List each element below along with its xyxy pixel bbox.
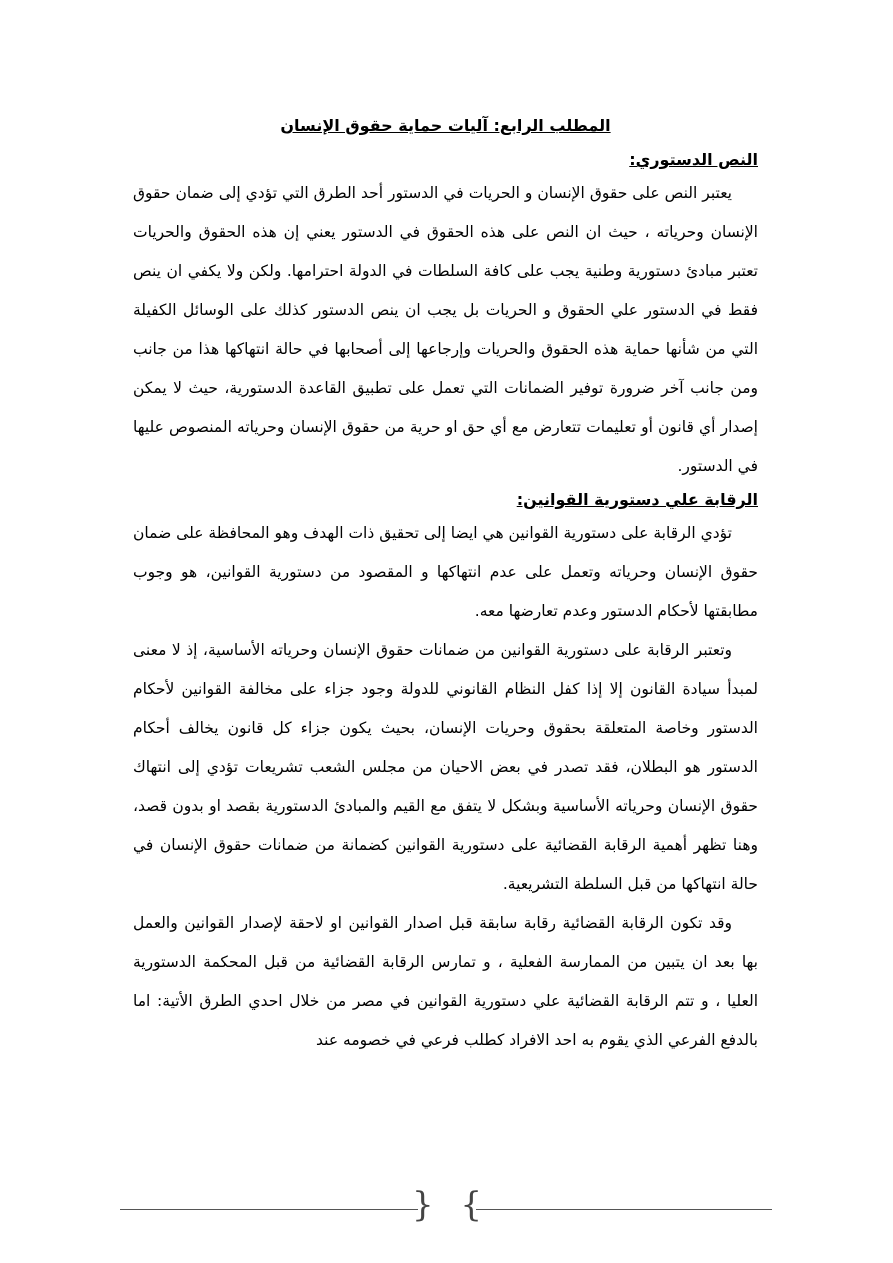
footer-left-brace-icon: { [412,1185,434,1225]
page-content [133,112,758,1060]
page-footer [120,1180,772,1230]
section-heading-constitutional-text: النص الدستوري: [629,150,758,169]
paragraph: تؤدي الرقابة على دستورية القوانين هي ايضا إلى تحقيق ذات الهدف وهو المحافظة على ضمان حقوق الإنسان وحرياته وتعمل على عدم انتهاكها و المقصود من دستورية القوانين، هو وجوب مطابقتها لأحكام الدستور وعدم تعارضها معه. [133,524,758,620]
paragraph: يعتبر النص على حقوق الإنسان و الحريات في الدستور أحد الطرق التي تؤدي إلى ضمان حقوق الإنسان وحرياته ، حيث ان النص على هذه الحقوق في الدستور يعني إن هذه الحقوق والحريات تعتبر مبادئ دستورية وطنية يجب على كافة السلطات في الدولة احترامها. ولكن ولا يكفي ان ينص فقط في الدستور علي الحقوق و الحريات بل يجب ان ينص الدستور كذلك على الوسائل الكفيلة التي من شأنها حماية هذه الحقوق والحريات وإرجاعها إلى أصحابها في حالة انتهاكها هذا من جانب ومن جانب آخر ضرورة توفير الضمانات التي تعمل على تطبيق القاعدة الدستورية، حيث لا يمكن إصدار أي قانون أو تعليمات تتعارض مع أي حق او حرية من حقوق الإنسان وحرياته المنصوص عليها في الدستور. [133,184,758,475]
section-heading-judicial-review: الرقابة علي دستورية القوانين: [516,490,758,509]
footer-divider-right [476,1209,772,1210]
footer-divider-left [120,1209,418,1210]
footer-right-brace-icon: } [460,1185,482,1225]
paragraph: وتعتبر الرقابة على دستورية القوانين من ضمانات حقوق الإنسان وحرياته الأساسية، إذ لا معنى لمبدأ سيادة القانون إلا إذا كفل النظام القانوني للدولة وجود جزاء على مخالفة القوانين لأحكام الدستور وخاصة المتعلقة بحقوق وحريات الإنسان، بحيث يكون جزاء كل قانون يخالف أحكام الدستور هو البطلان، فقد تصدر في بعض الاحيان من مجلس الشعب تشريعات تؤدي إلى انتهاك حقوق الإنسان وحرياته الأساسية وبشكل لا يتفق مع القيم والمبادئ الدستورية بقصد او بدون قصد، وهنا تظهر أهمية الرقابة القضائية على دستورية القوانين كضمانة من ضمانات حقوق الإنسان في حالة انتهاكها من قبل السلطة التشريعية. [133,641,758,893]
paragraph: وقد تكون الرقابة القضائية رقابة سابقة قبل اصدار القوانين او لاحقة لإصدار القوانين والعمل بها بعد ان يتبين من الممارسة الفعلية ، و تمارس الرقابة القضائية من قبل المحكمة الدستورية العليا ، و تتم الرقابة القضائية علي دستورية القوانين في مصر من خلال احدي الطرق الأتية: اما بالدفع الفرعي الذي يقوم به احد الافراد كطلب فرعي في خصومه عند [133,914,758,1049]
page-title: المطلب الرابع: آليات حماية حقوق الإنسان [280,116,611,135]
